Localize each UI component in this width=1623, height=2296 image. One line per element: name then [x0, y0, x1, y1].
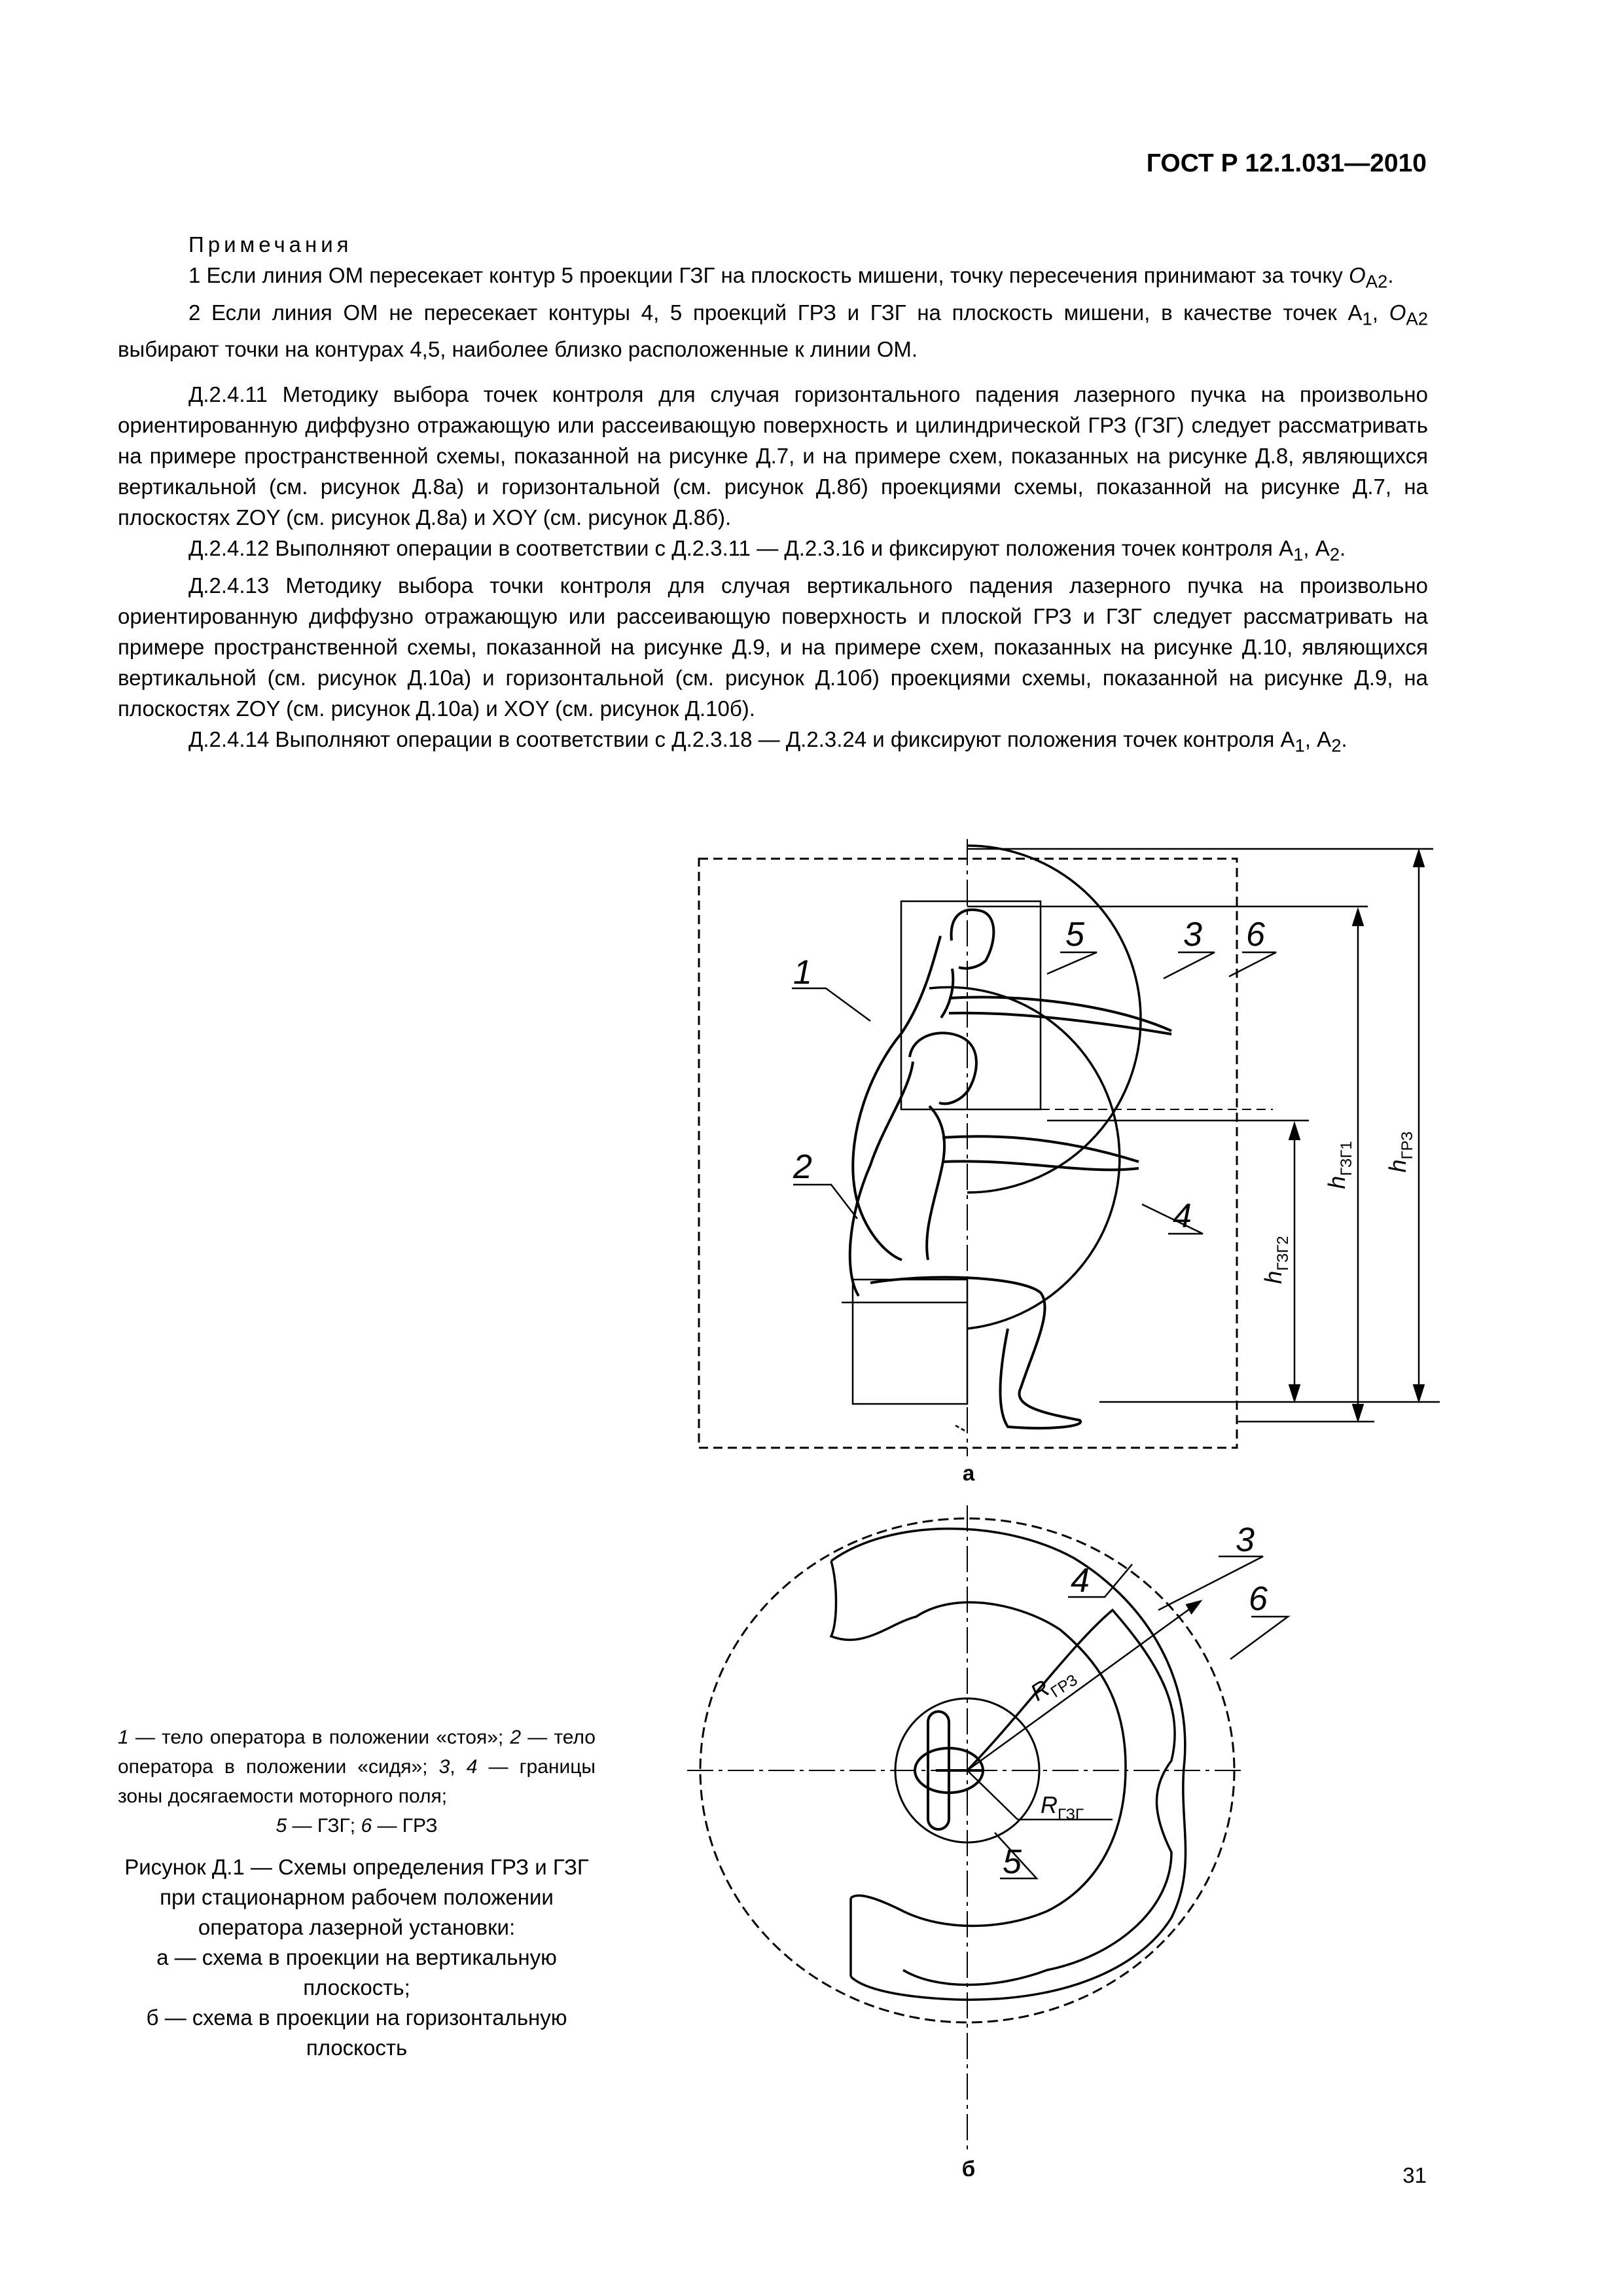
label-b-6: 6	[1249, 1580, 1268, 1618]
panel-b-label: б	[961, 2157, 976, 2181]
note-2: 2 Если линия ОМ не пересекает контуры 4, 5 проекций ГРЗ и ГЗГ на плоскость мишени, в качестве точек $А_1$, $O_{A2}$ выбирают точки на контурах 4,5, наиболее близко расположенные к линии ОМ.	[118, 300, 1428, 362]
label-1: 1	[793, 954, 812, 992]
label-5: 5	[1065, 916, 1084, 954]
label-2: 2	[793, 1148, 812, 1186]
label-6: 6	[1246, 916, 1265, 954]
caption-b: б — схема в проекции на горизонтальную плоскость	[146, 2005, 567, 2060]
figure-legend: 1 — тело оператора в положении «стоя»; 2 — тело оператора в положении «сидя»; 3, 4 — границы зоны досягаемости моторного поля; 5 — ГЗГ; 6 — ГРЗ	[118, 1727, 596, 1837]
label-4: 4	[1173, 1197, 1192, 1235]
dim-h-grz: $h_{ГРЗ}$	[1384, 1131, 1416, 1173]
caption-a: а — схема в проекции на вертикальную плоскость;	[156, 1945, 557, 2000]
label-b-5: 5	[1003, 1843, 1022, 1881]
paragraph-d2411: Д.2.4.11 Методику выбора точек контроля для случая горизонтального падения лазерного пучка на произвольно ориентированную диффузно отражающую или рассеивающую поверхность и цилиндрической ГРЗ (ГЗГ) следует рассматривать на примере пространственной схемы, показанной на рисунке Д.7, и на примере схем, показанных на рисунке Д.8, являющихся вертикальной (см. рисунок Д.8а) и горизонтальной (см. рисунок Д.8б) проекциями схемы, показанной на рисунке Д.7, на плоскостях ZOY (см. рисунок Д.8а) и XOY (см. рисунок Д.8б).	[118, 382, 1428, 530]
figure-seated	[850, 1033, 1139, 1428]
dim-h-gzg2: $h_{ГЗГ2}$	[1260, 1236, 1292, 1284]
paragraph-d2413: Д.2.4.13 Методику выбора точки контроля для случая вертикального падения лазерного пучка на произвольно ориентированную диффузно отражающую или рассеивающую поверхность и плоской ГРЗ и ГЗГ следует рассматривать на примере пространственной схемы, показанной на рисунке Д.9, и на примере схем, показанных на рисунке Д.10, являющихся вертикальной (см. рисунок Д.10а) и горизонтальной (см. рисунок Д.10б) проекциями схемы, показанной на рисунке Д.9, на плоскостях ZOY (см. рисунок Д.10а) и XOY (см. рисунок Д.10б).	[118, 573, 1428, 721]
paragraph-d2414: Д.2.4.14 Выполняют операции в соответствии с Д.2.3.18 — Д.2.3.24 и фиксируют положения точек контроля $А_1$, $А_2$.	[188, 726, 1347, 756]
figure-caption	[111, 1852, 602, 2063]
dim-r-gzg: $R_{ГЗГ}$	[1041, 1791, 1084, 1823]
document-header: ГОСТ Р 12.1.031—2010	[1146, 149, 1427, 177]
caption-title: Рисунок Д.1 — Схемы определения ГРЗ и ГЗГ при стационарном рабочем положении оператора лазерной установки:	[124, 1855, 589, 1939]
dim-r-grz: $R_{ГРЗ}$	[1026, 1671, 1081, 1706]
note-1: 1 Если линия ОМ пересекает контур 5 проекции ГЗГ на плоскость мишени, точку пересечения принимают за точку $O_{A2}$.	[188, 263, 1394, 292]
label-b-3: 3	[1236, 1521, 1255, 1559]
panel-a-label: а	[962, 1461, 975, 1485]
page-number: 31	[1402, 2163, 1427, 2187]
panel-b-drawing	[687, 1505, 1288, 2153]
paragraph-d2412: Д.2.4.12 Выполняют операции в соответствии с Д.2.3.11 — Д.2.3.16 и фиксируют положения точек контроля $А_1$, $А_2$.	[188, 536, 1346, 565]
leader-lines	[792, 952, 1276, 1432]
seat	[853, 1280, 967, 1404]
contour-5-gzg-box	[901, 901, 1041, 1109]
label-b-4: 4	[1071, 1562, 1090, 1600]
label-3: 3	[1183, 916, 1202, 954]
radius-gzg	[967, 1770, 1018, 1820]
contour-3-grz-lobe	[903, 1610, 1175, 1985]
notes-title: Примечания	[188, 232, 353, 257]
dim-h-gzg1: $h_{ГЗГ1}$	[1323, 1141, 1355, 1189]
